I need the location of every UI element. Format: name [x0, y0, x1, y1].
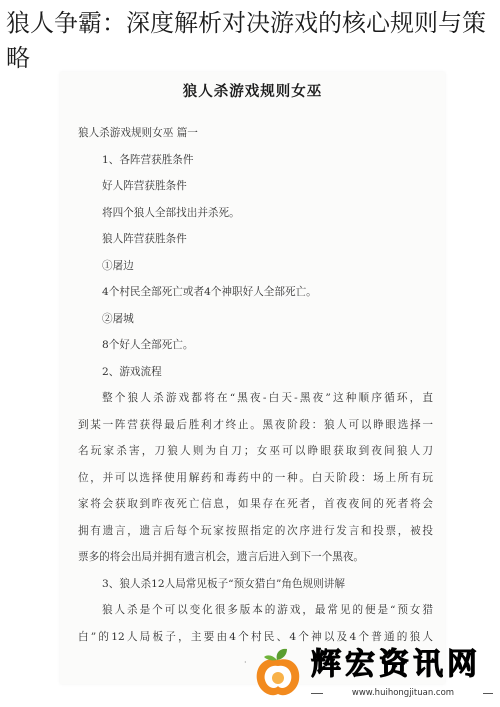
doc-line: 名玩家杀害，刀狼人则为自刀；女巫可以睁眼获取到夜间狼人刀 — [78, 445, 433, 457]
doc-line: 8个好人全部死亡。 — [102, 339, 194, 351]
doc-line: 狼人杀游戏规则女巫 篇一 — [78, 127, 198, 139]
doc-line: 将四个狼人全部找出并杀死。 — [102, 206, 240, 219]
doc-line: 白”的12人局板子，主要由4个村民、4个神以及4个普通的狼人 — [78, 630, 433, 643]
doc-line: 家将会获取到昨夜死亡信息，如果存在死者，首夜夜间的死者将会 — [78, 498, 433, 510]
divider — [311, 693, 323, 694]
doc-line: ②屠城 — [102, 312, 134, 325]
doc-line: 拥有遗言，遗言后每个玩家按照指定的次序进行发言和投票，被投 — [78, 524, 433, 537]
watermark-logo — [253, 642, 495, 704]
document-title: 狼人杀游戏规则女巫 — [182, 83, 323, 100]
doc-line: 到某一阵营获得最后胜利才终止。黑夜阶段：狼人可以睁眼选择一 — [78, 418, 433, 431]
brand-url: www.huihongjituan.com — [351, 688, 455, 698]
article-headline: 狼人争霸：深度解析对决游戏的核心规则与策略 — [6, 9, 486, 72]
brand-name: 辉宏资讯网 — [311, 647, 481, 682]
doc-line: 4个村民全部死亡或者4个神职好人全部死亡。 — [102, 286, 317, 298]
doc-line: 好人阵营获胜条件 — [102, 180, 187, 192]
doc-line: ①屠边 — [102, 259, 134, 272]
doc-line: 1、各阵营获胜条件 — [102, 153, 194, 166]
divider — [483, 693, 493, 694]
doc-line: 整个狼人杀游戏都将在“黑夜-白天-黑夜”这种顺序循环，直 — [102, 392, 433, 404]
doc-line: 狼人杀是个可以变化很多版本的游戏，最常见的便是“预女猎 — [102, 604, 433, 616]
doc-line: 狼人阵营获胜条件 — [102, 233, 187, 245]
doc-line: 2、游戏流程 — [102, 365, 162, 378]
peach-logo-icon — [253, 646, 303, 700]
page-mark: · — [244, 658, 247, 667]
document-page-image — [60, 72, 445, 684]
doc-line: 3、狼人杀12人局常见板子“预女猎白”角色规则讲解 — [102, 577, 345, 590]
doc-line: 票多的将会出局并拥有遗言机会，遗言后进入到下一个黑夜。 — [78, 551, 365, 563]
doc-line: 位，并可以选择使用解药和毒药中的一种。白天阶段：场上所有玩 — [78, 471, 433, 484]
document-body — [78, 120, 433, 650]
